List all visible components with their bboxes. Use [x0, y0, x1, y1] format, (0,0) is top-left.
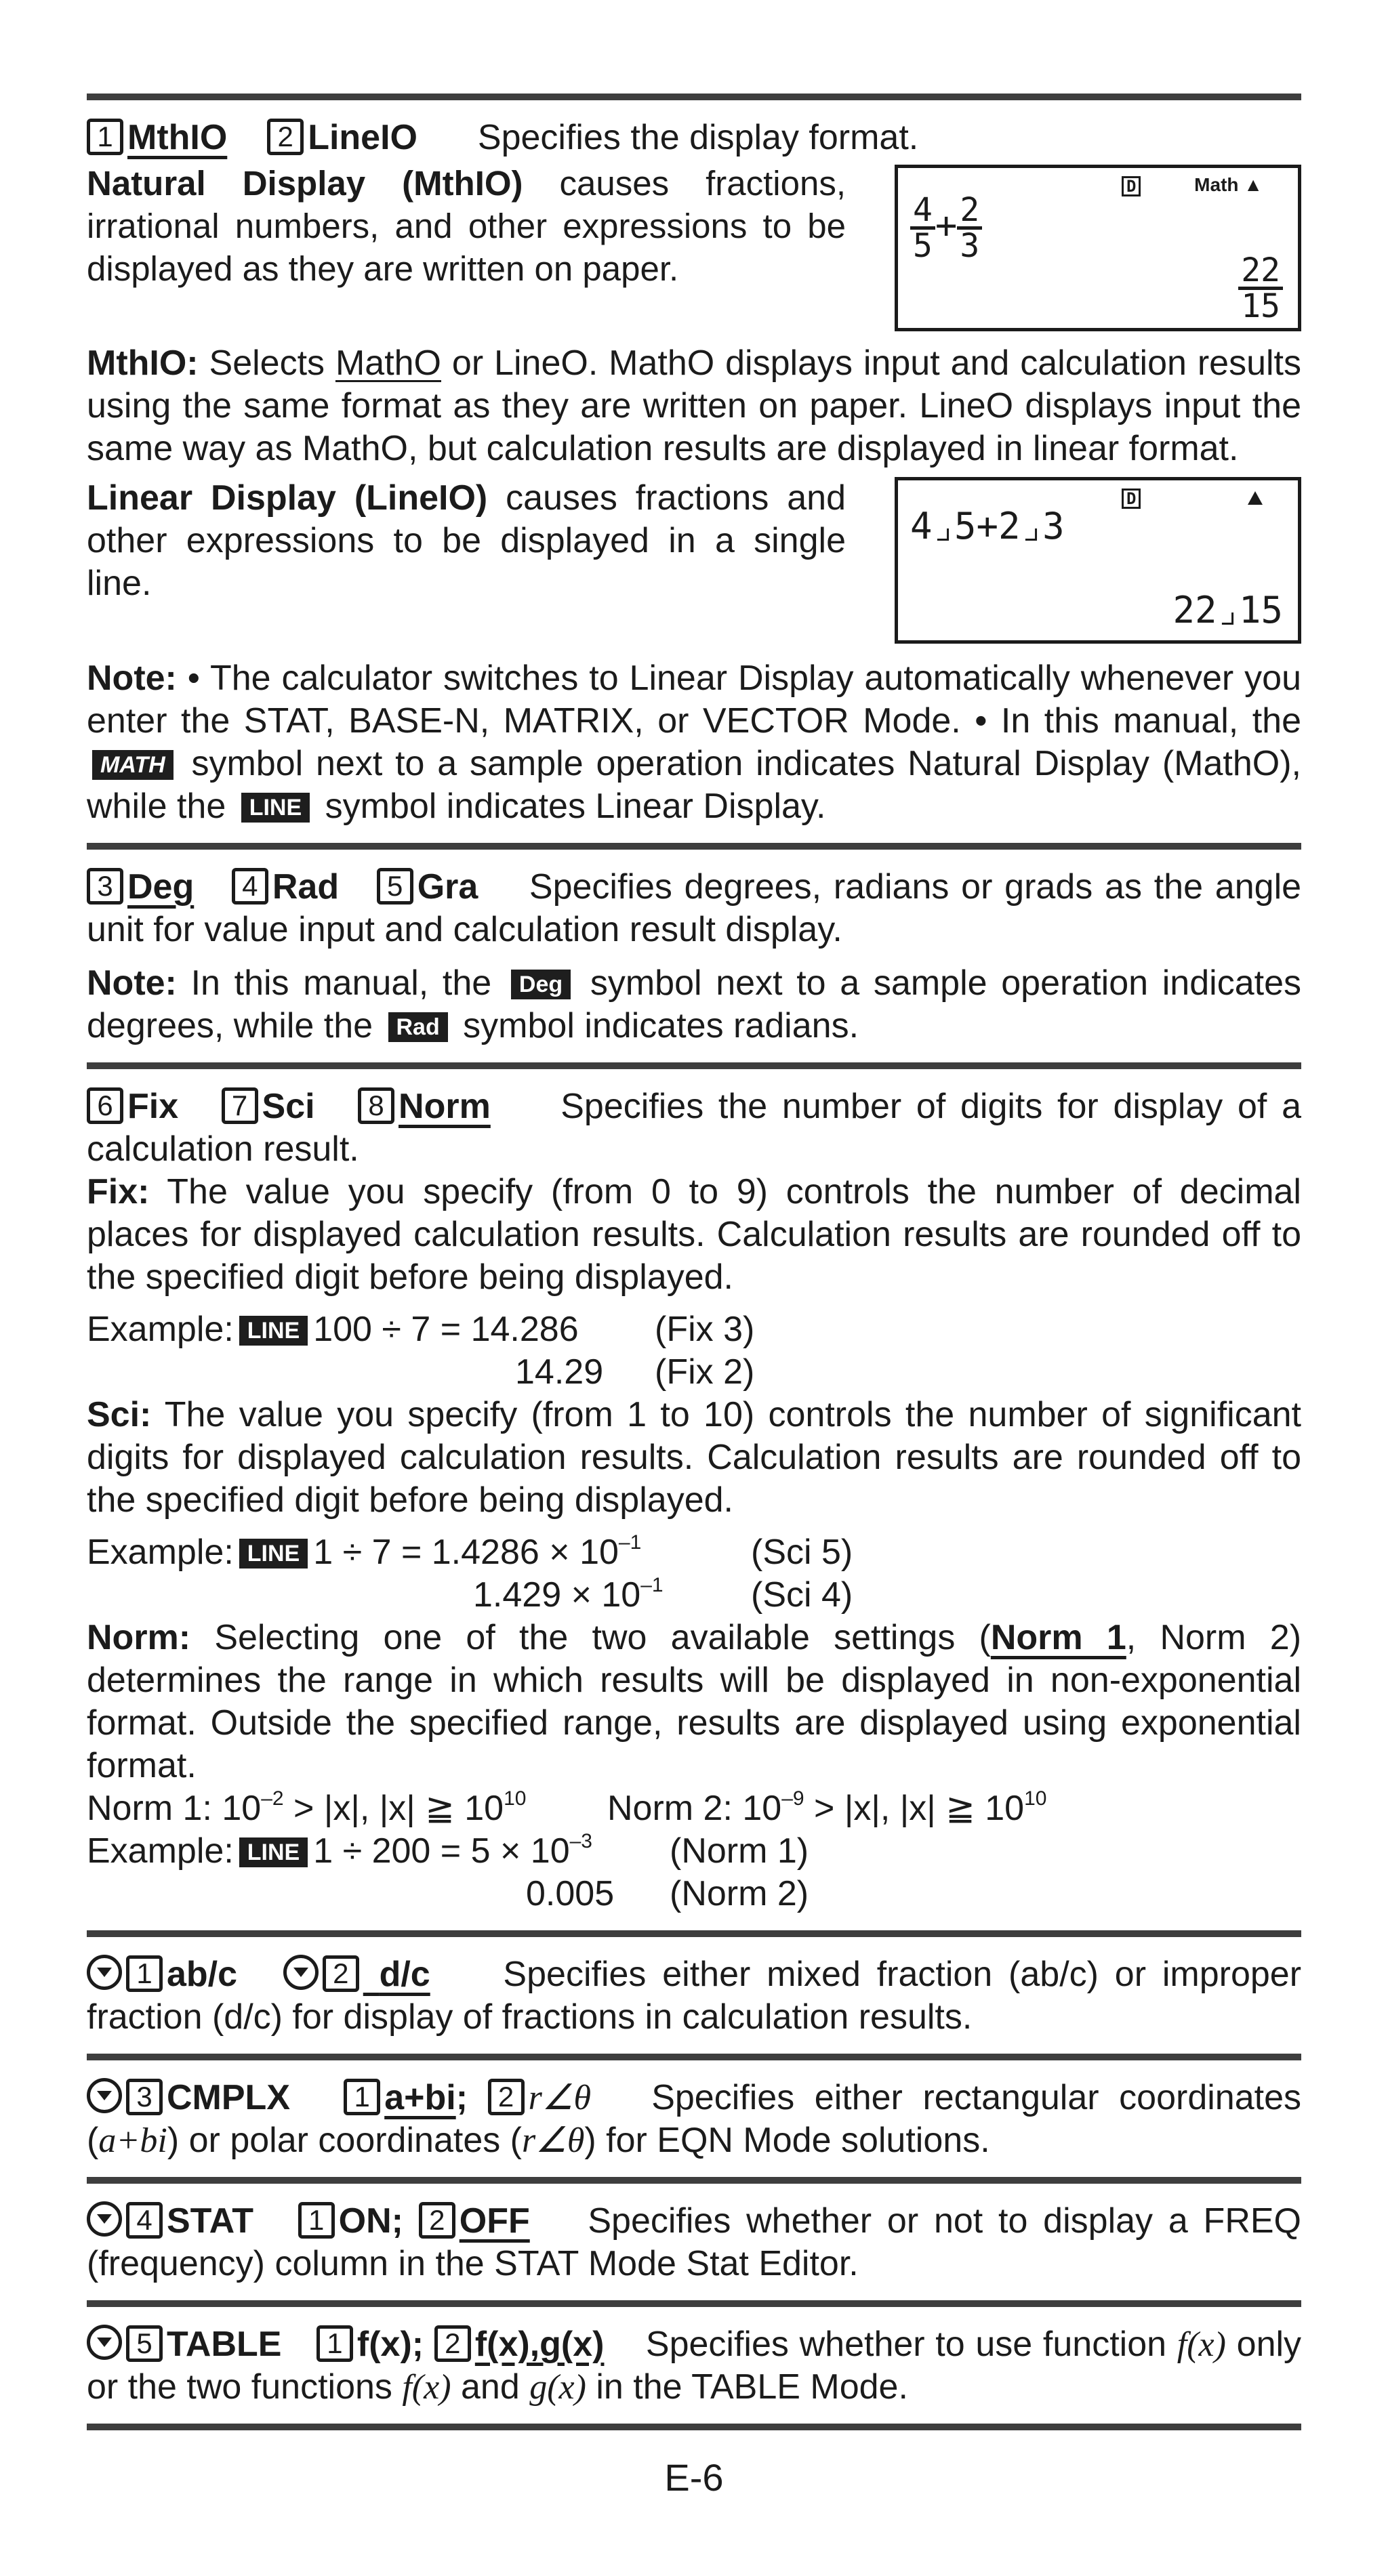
line-badge: LINE [239, 1316, 308, 1346]
section-digits [87, 1062, 1301, 1930]
deg-label: Deg [127, 867, 195, 907]
deg-badge: Deg [511, 970, 571, 999]
lcd-result: $\frac{22}{15}$ [1238, 254, 1283, 323]
rad-label: Rad [272, 867, 340, 907]
norm-example-1: Example: LINE $1 \div 200 = 5 \times 10^{-3}$ (Norm 1) [87, 1830, 809, 1871]
fix-example-1: Example: LINE 100 ÷ 7 = 14.286 (Fix 3) [87, 1310, 755, 1349]
key-2: 2 [267, 119, 304, 155]
lineio-label: LineIO [308, 118, 417, 157]
lcd-d-indicator: D [1122, 176, 1141, 196]
lcd-input: 4⌟5+2⌟3 [910, 505, 1065, 547]
complex-desc: 3 CMPLX 1 a+bi; 2 r∠θ Specifies either rectangular coordinates (a+bi) or polar coordinates (r∠θ) for EQN Mode solutions. [87, 2078, 1302, 2160]
fraction-desc: 1 ab/c 2 d/c Specifies either mixed fraction (ab/c) or improper fraction (d/c) for display of fractions in calculation results. [87, 1955, 1302, 2037]
page-number: E-6 [664, 2456, 724, 2499]
natural-display-body: causes fractions, irrational numbers, and other expressions to be displayed as they are written on paper. [87, 164, 846, 288]
angle-unit-desc: 3 Deg 4 Rad 5 Gra Specifies degrees, radians or grads as the angle unit for value input and calculation result display. [87, 867, 1302, 949]
down-arrow-key-icon [87, 2078, 122, 2113]
line-badge: LINE [239, 1539, 308, 1569]
lcd-math-indicator: Math ▲ [1194, 174, 1263, 195]
fix-label: Fix [127, 1087, 179, 1126]
display-format-desc: Specifies the display format. [477, 118, 919, 157]
linear-display-title: Linear Display (LineIO) [87, 478, 488, 518]
lcd-linear-display [895, 477, 1301, 644]
lcd-up-arrow-icon [1248, 491, 1263, 505]
lcd-natural-display [895, 165, 1301, 331]
section-complex [87, 2054, 1301, 2177]
section-table [87, 2300, 1301, 2430]
line-badge: LINE [239, 1837, 308, 1867]
key-7: 7 [222, 1087, 258, 1124]
section-stat [87, 2177, 1301, 2300]
table-desc: 5 TABLE 1 f(x); 2 f(x),g(x) Specifies whether to use function f(x) only or the two functions f(x) and g(x) in the TABLE Mode. [87, 2325, 1302, 2407]
key-1: 1 [87, 119, 123, 155]
stat-desc: 4 STAT 1 ON; 2 OFF Specifies whether or not to display a FREQ (frequency) column in the STAT Mode Stat Editor. [87, 2201, 1301, 2283]
fix-example-2: 14.29 (Fix 2) [515, 1352, 755, 1392]
angle-unit-note: Note: In this manual, the Deg symbol next to a sample operation indicates degrees, while the Rad symbol indicates radians. [87, 963, 1301, 1045]
linear-display-row [87, 477, 1301, 646]
down-arrow-key-icon [283, 1955, 319, 1990]
key-3: 3 [87, 868, 123, 905]
section-fraction [87, 1930, 1301, 2054]
sci-paragraph: Sci: The value you specify (from 1 to 10) controls the number of significant digits for displayed calculation results. Calculation results are rounded off to the specified digit before being displayed. [87, 1395, 1301, 1520]
mthio-label: MthIO [127, 118, 228, 157]
down-arrow-key-icon [87, 2325, 122, 2360]
math-badge: MATH [92, 750, 174, 780]
key-5: 5 [377, 868, 413, 905]
lcd-input: $\frac{4}{5}$ + $\frac{2}{3}$ [910, 194, 982, 262]
display-note: Note: • The calculator switches to Linear Display automatically whenever you enter the STAT, BASE-N, MATRIX, or VECTOR Mode. • In this manual, the MATH symbol next to a sample operation indicates Natural Display (MathO), while the LINE symbol indicates Linear Display. [87, 659, 1301, 826]
norm-ranges: Norm 1: $10^{-2} > |x|$, |x| ≧ $10^{10}$ Norm 2: $10^{-9} > |x|$, |x| ≧ $10^{10}$ [87, 1787, 1047, 1828]
digits-desc: 6 Fix 7 Sci 8 Norm Specifies the number of digits for display of a calculation result. [87, 1087, 1301, 1169]
linear-display-text: Linear Display (LineIO) causes fractions and other expressions to be displayed in a single line. [87, 478, 846, 603]
line-badge: LINE [241, 793, 310, 823]
sci-example-2: $1.429 \times 10^{-1}$ (Sci 4) [473, 1574, 853, 1615]
natural-display-title: Natural Display (MthIO) [87, 164, 523, 203]
section-angle-unit [87, 843, 1301, 1062]
lcd-result: 22⌟15 [1172, 589, 1283, 631]
settings-content [87, 94, 1301, 2430]
key-6: 6 [87, 1087, 123, 1124]
gra-label: Gra [417, 867, 478, 907]
sci-example-1: Example: LINE $1 \div 7 = 1.4286 \times 10^{-1}$ (Sci 5) [87, 1531, 853, 1572]
down-arrow-key-icon [87, 1955, 122, 1990]
down-arrow-key-icon [87, 2201, 122, 2237]
norm-paragraph: Norm: Selecting one of the two available settings (Norm 1, Norm 2) determines the range in which results will be displayed in non-exponential format. Outside the specified range, results are displayed using exponential format. [87, 1618, 1302, 1785]
fix-paragraph: Fix: The value you specify (from 0 to 9) controls the number of decimal places for displayed calculation results. Calculation results are rounded off to the specified digit before being displayed. [87, 1172, 1301, 1297]
natural-display-row [87, 162, 1301, 331]
norm-label: Norm [399, 1087, 491, 1126]
section-display-format [87, 94, 1301, 843]
rad-badge: Rad [388, 1012, 448, 1042]
norm-example-2: 0.005 (Norm 2) [526, 1874, 809, 1913]
display-format-header [87, 117, 1301, 159]
key-8: 8 [358, 1087, 394, 1124]
sci-label: Sci [262, 1087, 315, 1126]
lcd-d-indicator: D [1122, 489, 1141, 509]
mthio-paragraph: MthIO: Selects MathO or LineO. MathO displays input and calculation results using the same format as they are written on paper. LineO displays input the same way as MathO, but calculation results are displayed in linear format. [87, 344, 1301, 468]
natural-display-text [87, 162, 846, 290]
key-4: 4 [232, 868, 268, 905]
